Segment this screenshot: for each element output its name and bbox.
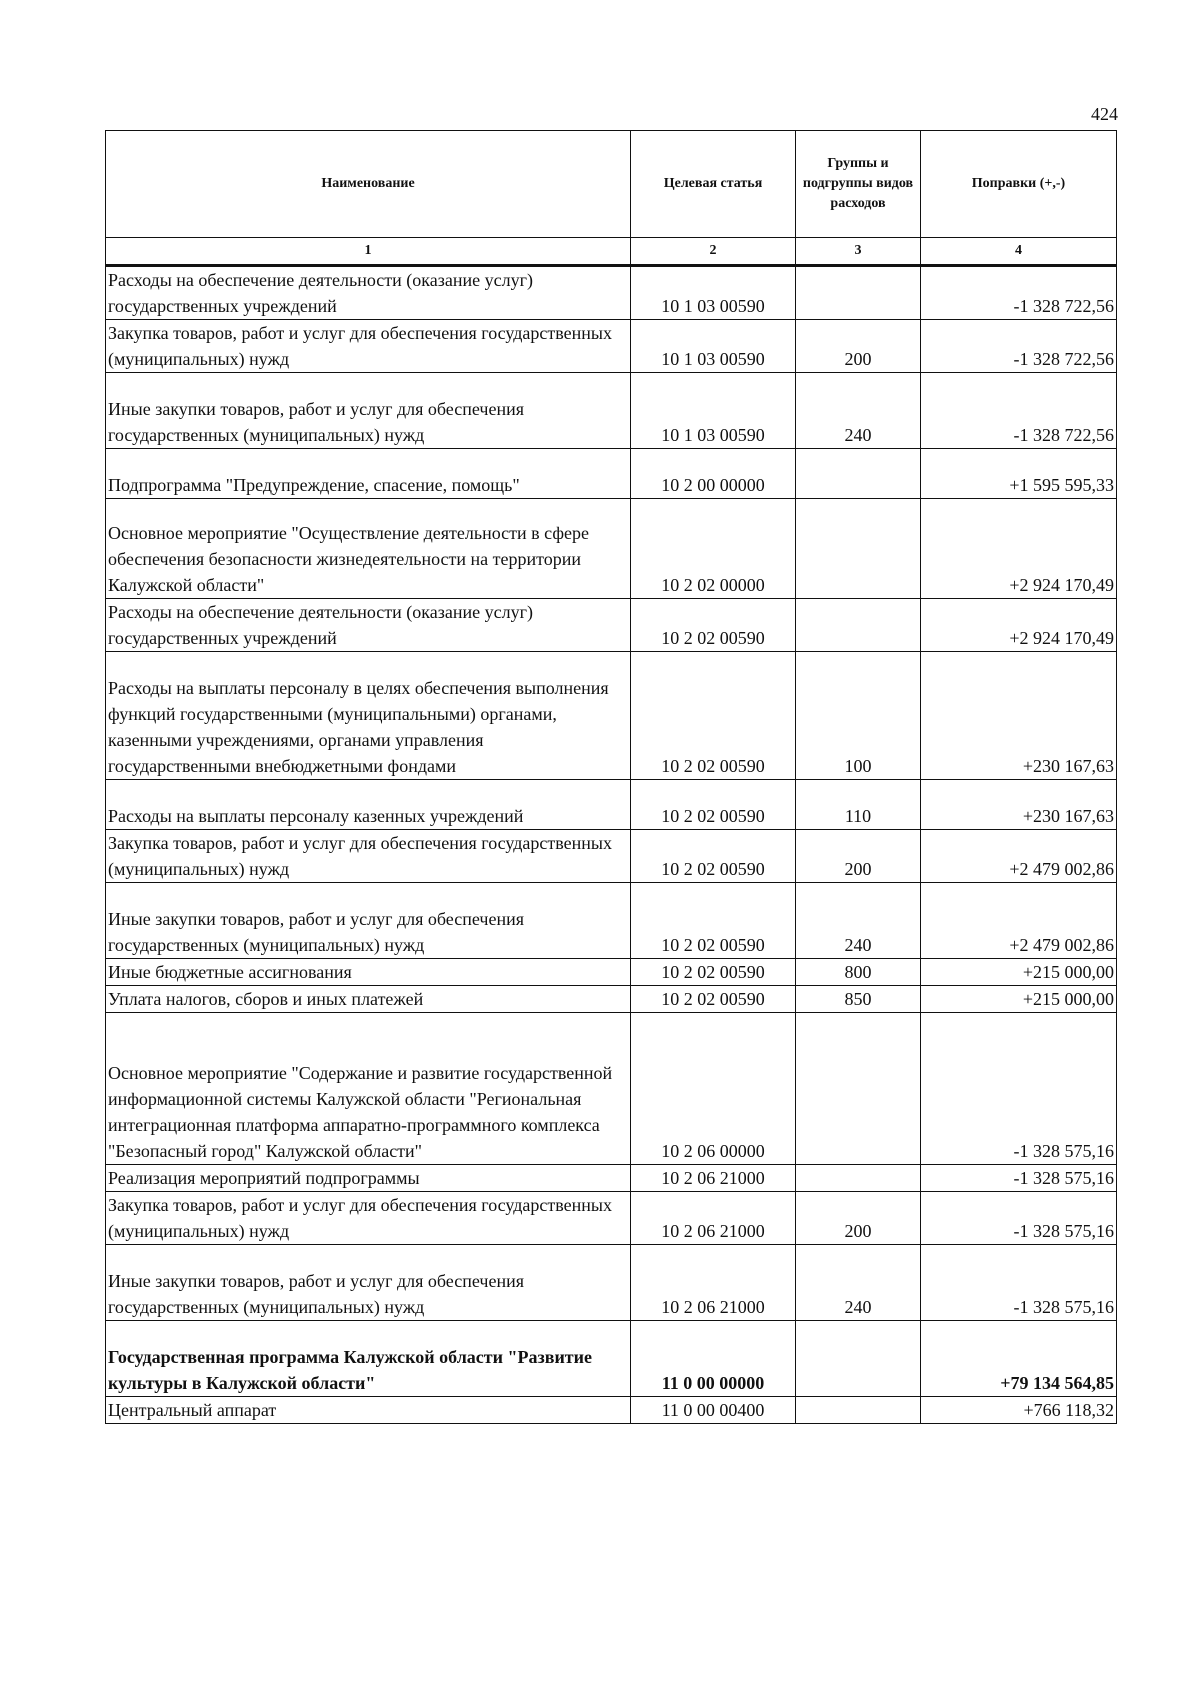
row-group [796,1013,921,1165]
row-amount: +230 167,63 [921,652,1117,780]
row-name: Иные закупки товаров, работ и услуг для обеспечения государственных (муниципальных) нужд [106,883,631,959]
table-row [106,1165,1117,1192]
row-target-article: 10 2 06 21000 [631,1192,796,1245]
row-amount: +79 134 564,85 [921,1321,1117,1397]
table-row [106,1397,1117,1424]
row-amount: -1 328 722,56 [921,320,1117,373]
table-row [106,266,1117,320]
header-name: Наименование [106,131,631,238]
table-row [106,320,1117,373]
table-row [106,780,1117,830]
header-target-article: Целевая статья [631,131,796,238]
table-row [106,1013,1117,1165]
table-row [106,1321,1117,1397]
table-row [106,1192,1117,1245]
row-amount: +2 924 170,49 [921,599,1117,652]
row-group [796,1397,921,1424]
row-name: Государственная программа Калужской области "Развитие культуры в Калужской области" [106,1321,631,1397]
budget-amendments-table [105,130,1117,1424]
table-row [106,652,1117,780]
row-target-article: 10 2 06 21000 [631,1165,796,1192]
row-name: Иные бюджетные ассигнования [106,959,631,986]
row-target-article: 10 2 02 00590 [631,652,796,780]
row-amount: +230 167,63 [921,780,1117,830]
header-groups: Группы и подгруппы видов расходов [796,131,921,238]
row-target-article: 10 1 03 00590 [631,320,796,373]
row-group: 200 [796,830,921,883]
row-group: 800 [796,959,921,986]
row-target-article: 10 2 02 00590 [631,959,796,986]
row-target-article: 10 2 06 21000 [631,1245,796,1321]
row-target-article: 10 1 03 00590 [631,266,796,320]
row-name: Расходы на выплаты персоналу казенных учреждений [106,780,631,830]
row-group: 240 [796,1245,921,1321]
row-name: Уплата налогов, сборов и иных платежей [106,986,631,1013]
row-amount: -1 328 722,56 [921,266,1117,320]
row-target-article: 10 1 03 00590 [631,373,796,449]
row-amount: -1 328 575,16 [921,1165,1117,1192]
row-name: Иные закупки товаров, работ и услуг для обеспечения государственных (муниципальных) нужд [106,1245,631,1321]
row-group: 110 [796,780,921,830]
row-group: 200 [796,1192,921,1245]
row-target-article: 11 0 00 00000 [631,1321,796,1397]
row-target-article: 10 2 06 00000 [631,1013,796,1165]
row-amount: -1 328 575,16 [921,1245,1117,1321]
row-target-article: 11 0 00 00400 [631,1397,796,1424]
row-name: Иные закупки товаров, работ и услуг для обеспечения государственных (муниципальных) нужд [106,373,631,449]
table-row [106,373,1117,449]
row-name: Закупка товаров, работ и услуг для обеспечения государственных (муниципальных) нужд [106,320,631,373]
column-number: 1 [106,238,631,266]
table-row [106,599,1117,652]
row-group [796,1321,921,1397]
row-name: Расходы на обеспечение деятельности (оказание услуг) государственных учреждений [106,599,631,652]
row-target-article: 10 2 02 00590 [631,883,796,959]
table-row [106,986,1117,1013]
row-name: Закупка товаров, работ и услуг для обеспечения государственных (муниципальных) нужд [106,1192,631,1245]
row-amount: -1 328 575,16 [921,1192,1117,1245]
row-amount: +2 479 002,86 [921,883,1117,959]
row-target-article: 10 2 00 00000 [631,449,796,499]
table-row [106,449,1117,499]
row-amount: +2 924 170,49 [921,499,1117,599]
row-name: Расходы на обеспечение деятельности (оказание услуг) государственных учреждений [106,266,631,320]
table-row [106,883,1117,959]
page-number: 424 [1091,104,1118,124]
row-group: 240 [796,883,921,959]
table-row [106,499,1117,599]
row-target-article: 10 2 02 00590 [631,986,796,1013]
header-amendments: Поправки (+,-) [921,131,1117,238]
table-row [106,959,1117,986]
row-group [796,266,921,320]
table-header [106,131,1117,266]
table-body [106,266,1117,1424]
row-group: 100 [796,652,921,780]
row-amount: +1 595 595,33 [921,449,1117,499]
row-name: Реализация мероприятий подпрограммы [106,1165,631,1192]
row-target-article: 10 2 02 00590 [631,780,796,830]
row-target-article: 10 2 02 00590 [631,599,796,652]
row-amount: +215 000,00 [921,959,1117,986]
row-name: Центральный аппарат [106,1397,631,1424]
row-name: Основное мероприятие "Содержание и развитие государственной информационной системы Калужской области "Региональная интеграционная платформа аппаратно-программного комплекса "Безопасный город" Калужской области" [106,1013,631,1165]
column-number: 2 [631,238,796,266]
row-amount: -1 328 575,16 [921,1013,1117,1165]
table-row [106,830,1117,883]
row-group [796,449,921,499]
row-name: Подпрограмма "Предупреждение, спасение, помощь" [106,449,631,499]
row-name: Закупка товаров, работ и услуг для обеспечения государственных (муниципальных) нужд [106,830,631,883]
row-group: 240 [796,373,921,449]
row-group: 850 [796,986,921,1013]
row-amount: -1 328 722,56 [921,373,1117,449]
row-group: 200 [796,320,921,373]
row-amount: +2 479 002,86 [921,830,1117,883]
row-name: Основное мероприятие "Осуществление деятельности в сфере обеспечения безопасности жизнедеятельности на территории Калужской области" [106,499,631,599]
column-number: 3 [796,238,921,266]
row-name: Расходы на выплаты персоналу в целях обеспечения выполнения функций государственными (муниципальными) органами, казенными учреждениями, органами управления государственными внебюджетными фондами [106,652,631,780]
column-number: 4 [921,238,1117,266]
row-group [796,1165,921,1192]
row-amount: +766 118,32 [921,1397,1117,1424]
row-group [796,499,921,599]
table-row [106,1245,1117,1321]
row-target-article: 10 2 02 00000 [631,499,796,599]
row-group [796,599,921,652]
row-amount: +215 000,00 [921,986,1117,1013]
row-target-article: 10 2 02 00590 [631,830,796,883]
